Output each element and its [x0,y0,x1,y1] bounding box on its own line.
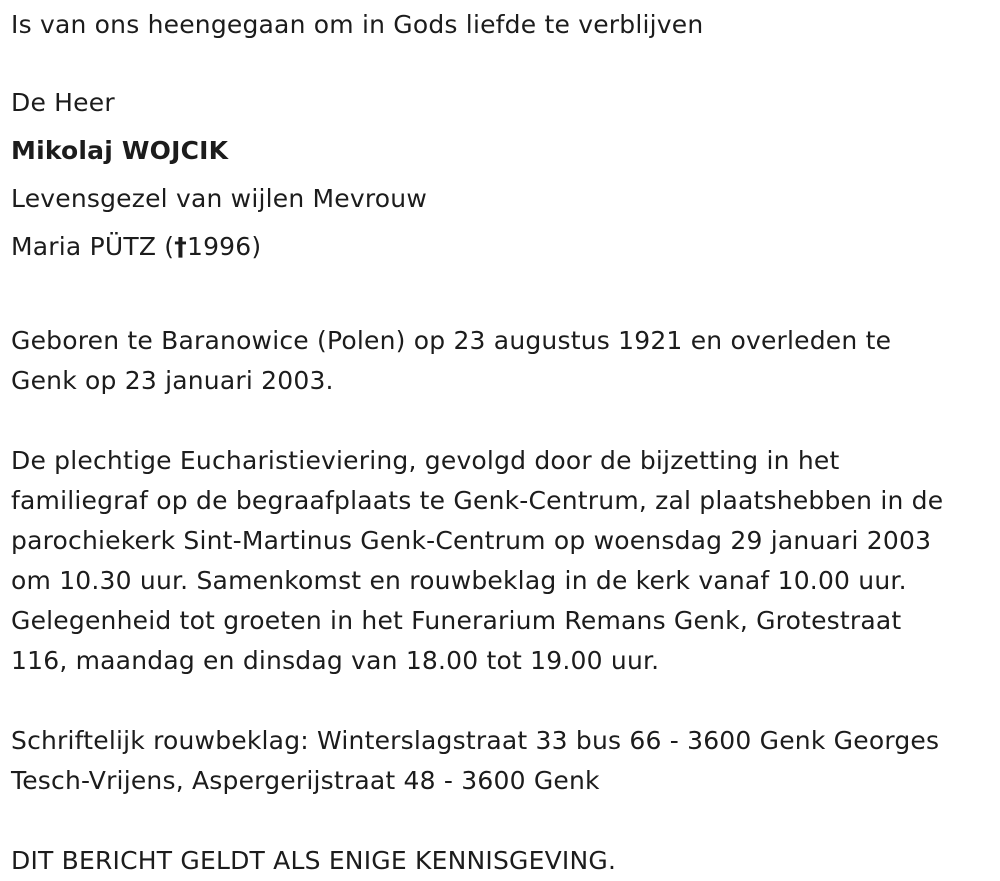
paragraph-line: parochiekerk Sint-Martinus Genk-Centrum op woensdag 29 januari 2003 [11,526,932,555]
closing-text: DIT BERICHT GELDT ALS ENIGE KENNISGEVING. [11,846,617,875]
paragraph-line: De plechtige Eucharistieviering, gevolgd door de bijzetting in het [11,446,840,475]
partner-line [11,223,991,271]
closing-paragraph [11,841,991,881]
honorific: De Heer [11,88,115,117]
intro-text: Is van ons heengegaan om in Gods liefde te verblijven [11,10,704,39]
name-block [11,79,991,271]
paragraph-line: Gelegenheid tot groeten in het Funerarium Remans Genk, Grotestraat [11,606,902,635]
death-notice [11,7,991,881]
paragraph-line: Genk op 23 januari 2003. [11,366,334,395]
partner-name: Maria PÜTZ ( [11,232,175,261]
paragraph-line: om 10.30 uur. Samenkomst en rouwbeklag in de kerk vanaf 10.00 uur. [11,566,907,595]
paragraph-line: Tesch-Vrijens, Aspergerijstraat 48 - 3600 Genk [11,766,600,795]
partner-death-year: 1996) [186,232,262,261]
birth-death-paragraph [11,321,991,401]
ceremony-paragraph [11,441,991,681]
condolences-paragraph [11,721,991,801]
relation-text: Levensgezel van wijlen Mevrouw [11,184,427,213]
paragraph-line: 116, maandag en dinsdag van 18.00 tot 19.00 uur. [11,646,660,675]
cross-icon: † [174,232,187,261]
deceased-name: Mikolaj WOJCIK [11,136,229,165]
paragraph-line: Schriftelijk rouwbeklag: Winterslagstraat 33 bus 66 - 3600 Genk Georges [11,726,940,755]
paragraph-line: Geboren te Baranowice (Polen) op 23 augustus 1921 en overleden te [11,326,892,355]
paragraph-line: familiegraf op de begraafplaats te Genk-Centrum, zal plaatshebben in de [11,486,944,515]
